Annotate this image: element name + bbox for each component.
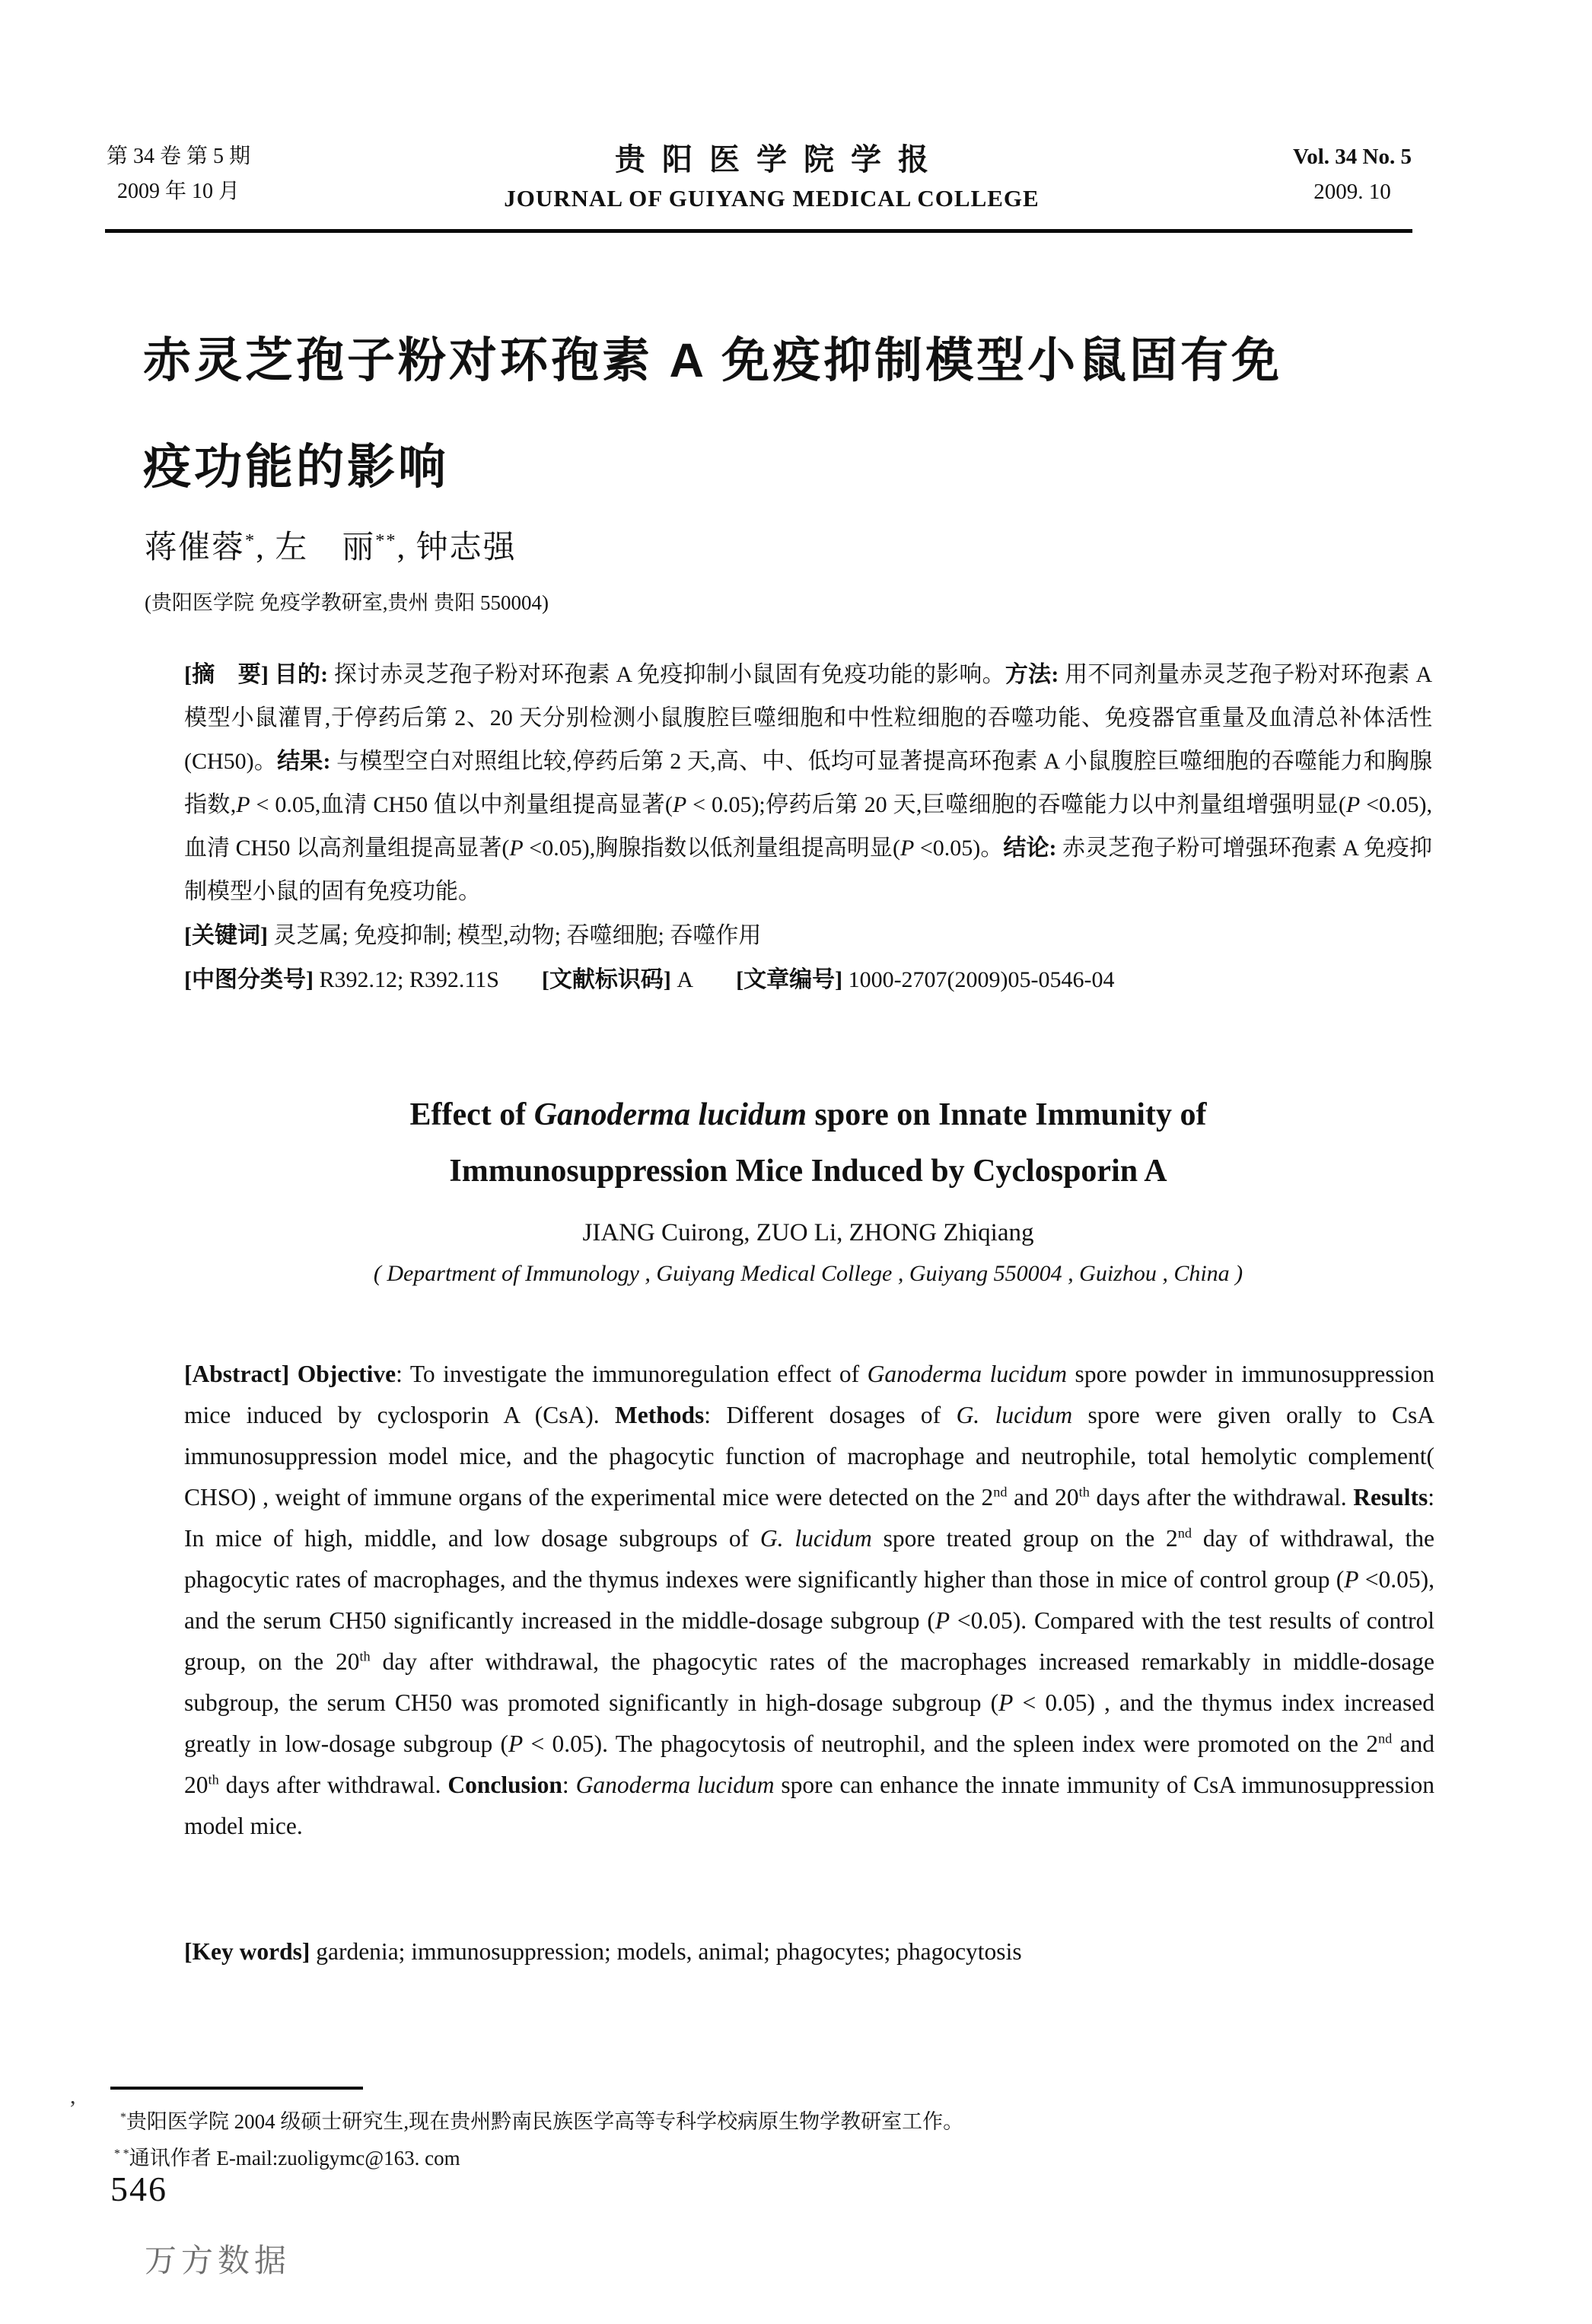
abstract-en: [Abstract] Objective: To investigate the immunoregulation effect of Ganoderma lucidum spore powder in immunosuppression mice induced by cyclosporin A (CsA). Methods: Different dosages of G. lucidum spore were given orally to CsA immunosuppression model mice, and the phagocytic function of macrophage and neutrophile, total hemolytic complement( CHSO) , weight of immune organs of the experimental mice were detected on the 2nd and 20th days after the withdrawal. Results: In mice of high, middle, and low dosage subgroups of G. lucidum spore treated group on the 2nd day of withdrawal, the phagocytic rates of macrophages, and the thymus indexes were significantly higher than those in mice of control group (P <0.05), and the serum CH50 significantly increased in the middle-dosage subgroup (P <0.05). Compared with the test results of control group, on the 20th day after withdrawal, the phagocytic rates of the macrophages increased remarkably in middle-dosage subgroup, the serum CH50 was promoted significantly in high-dosage subgroup (P < 0.05) , and the thymus index increased greatly in low-dosage subgroup (P < 0.05). The phagocytosis of neutrophil, and the spleen index were promoted on the 2nd and 20th days after withdrawal. Conclusion: Ganoderma lucidum spore can enhance the innate immunity of CsA immunosuppression model mice.	[184, 1361, 1435, 1839]
footnote-graduate-student: *贵阳医学院 2004 级硕士研究生,现在贵州黔南民族医学高等专科学校病原生物学教研室工作。	[120, 2110, 964, 2133]
classification-line: [中图分类号] R392.12; R392.11S [文献标识码] A [文章编号] 1000-2707(2009)05-0546-04	[184, 967, 1115, 992]
watermark-wanfang-data: 万方数据	[145, 2244, 291, 2279]
journal-header	[107, 135, 1412, 212]
keywords-en: [Key words] gardenia; immunosuppression; models, animal; phagocytes; phagocytosis	[184, 1938, 1022, 1965]
article-title-en-line1: Effect of Ganoderma lucidum spore on Innate Immunity of	[409, 1097, 1207, 1132]
header-issue-block-zh	[107, 139, 250, 209]
affiliation-zh: (贵阳医学院 免疫学教研室,贵州 贵阳 550004)	[145, 591, 549, 614]
authors-zh: 蒋催蓉*, 左 丽**, 钟志强	[145, 530, 517, 565]
abstract-zh: [摘 要] 目的: 探讨赤灵芝孢子粉对环孢素 A 免疫抑制小鼠固有免疫功能的影响。方法: 用不同剂量赤灵芝孢子粉对环孢素 A 模型小鼠灌胃,于停药后第 2、20 天分别检测小鼠腹腔巨噬细胞和中性粒细胞的吞噬功能、免疫器官重量及血清总补体活性(CH50)。结果: 与模型空白对照组比较,停药后第 2 天,高、中、低均可显著提高环孢素 A 小鼠腹腔巨噬细胞的吞噬能力和胸腺指数,P < 0.05,血清 CH50 值以中剂量组提高显著(P < 0.05);停药后第 20 天,巨噬细胞的吞噬能力以中剂量组增强明显(P <0.05),血清 CH50 以高剂量组提高显著(P <0.05),胸腺指数以低剂量组提高明显(P <0.05)。结论: 赤灵芝孢子粉可增强环孢素 A 免疫抑制模型小鼠的固有免疫功能。	[184, 662, 1433, 904]
header-issue-block-en	[1293, 139, 1412, 209]
keywords-zh: [关键词] 灵芝属; 免疫抑制; 模型,动物; 吞噬细胞; 吞噬作用	[184, 923, 762, 948]
article-title-en-line2: Immunosuppression Mice Induced by Cyclosporin A	[449, 1154, 1167, 1189]
date-zh: 2009 年 10 月	[117, 179, 240, 203]
journal-title-zh: 贵阳医学院学报	[614, 142, 945, 177]
article-title-zh	[143, 307, 1520, 521]
date-en: 2009. 10	[1313, 179, 1391, 204]
journal-title-en: JOURNAL OF GUIYANG MEDICAL COLLEGE	[504, 185, 1040, 212]
journal-title-block	[250, 135, 1293, 212]
footnote-corresponding-author: * *通讯作者 E-mail:zuoligymc@163. com	[114, 2147, 460, 2170]
authors-en: JIANG Cuirong, ZUO Li, ZHONG Zhiqiang	[582, 1219, 1034, 1246]
chinese-abstract-block	[184, 653, 1432, 1001]
affiliation-en: ( Department of Immunology , Guiyang Medical College , Guiyang 550004 , Guizhou , China )	[373, 1261, 1243, 1286]
article-title-zh-line2: 疫功能的影响	[143, 441, 449, 494]
header-rule	[105, 229, 1412, 233]
scan-artifact-mark: ,	[70, 2084, 76, 2109]
english-heading-section	[184, 1087, 1432, 1287]
volume-issue-zh: 第 34 卷 第 5 期	[107, 144, 251, 168]
article-title-zh-line1: 赤灵芝孢子粉对环孢素 A 免疫抑制模型小鼠固有免	[143, 334, 1283, 387]
page-number: 546	[110, 2170, 167, 2208]
article-title-en	[184, 1087, 1432, 1199]
footnote-rule	[110, 2087, 363, 2090]
volume-issue-en: Vol. 34 No. 5	[1292, 144, 1412, 169]
